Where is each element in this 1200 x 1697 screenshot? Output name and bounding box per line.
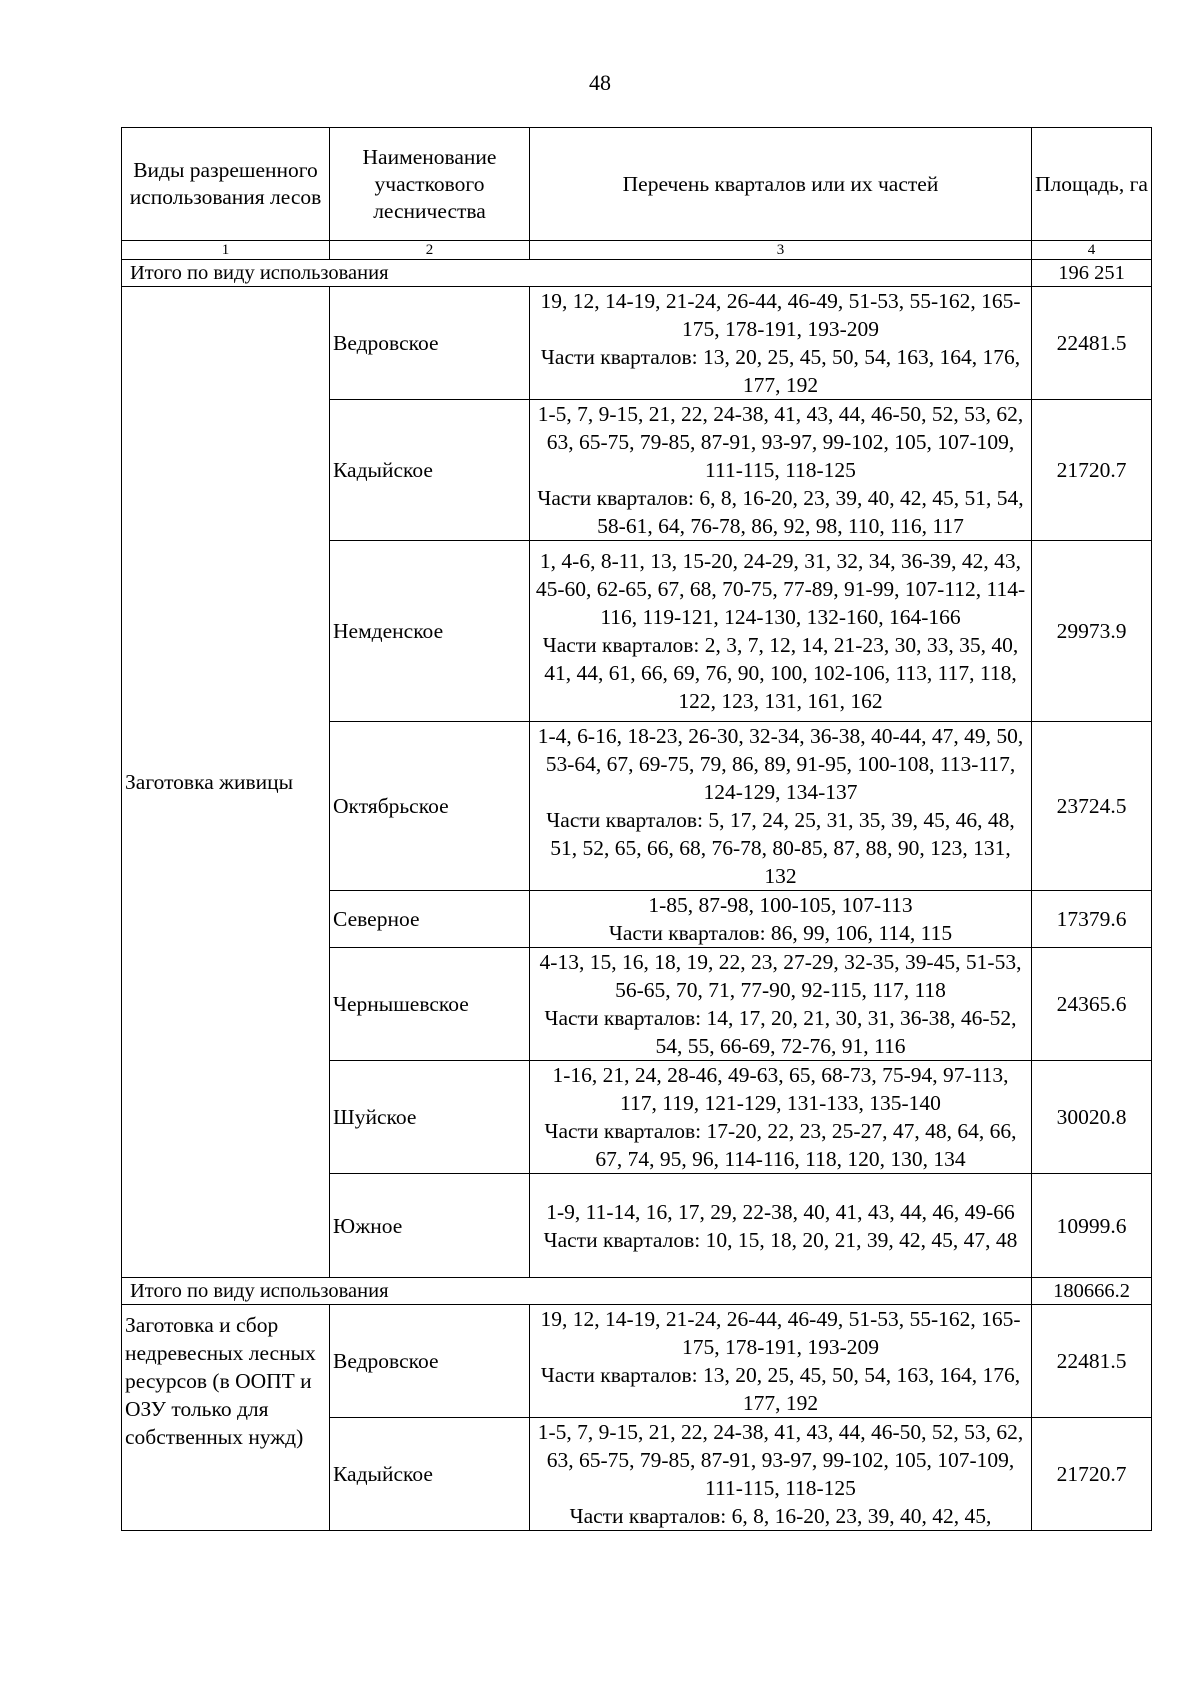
quarters-full: 4-13, 15, 16, 18, 19, 22, 23, 27-29, 32-35, 39-45, 51-53, 56-65, 70, 71, 77-90, 92-115, 117, 118 (539, 950, 1022, 1002)
quarters-parts: Части кварталов: 6, 8, 16-20, 23, 39, 40, 42, 45, 51, 54, 58-61, 64, 76-78, 86, 92, 98, 110, 116, 117 (537, 486, 1024, 538)
total-row (122, 260, 1152, 287)
quarters-parts: Части кварталов: 13, 20, 25, 45, 50, 54, 163, 164, 176, 177, 192 (540, 1363, 1021, 1415)
quarters-full: 1-85, 87-98, 100-105, 107-113 (648, 893, 913, 917)
quarters-parts: Части кварталов: 86, 99, 106, 114, 115 (608, 921, 953, 945)
forestry-name: Кадыйское (330, 1418, 530, 1531)
quarters-parts: Части кварталов: 2, 3, 7, 12, 14, 21-23, 30, 33, 35, 40, 41, 44, 61, 66, 69, 76, 90, 100, 102-106, 113, 117, 118, 122, 123, 131, 161, 162 (542, 633, 1019, 713)
quarters-parts: Части кварталов: 5, 17, 24, 25, 31, 35, 39, 45, 46, 48, 51, 52, 65, 66, 68, 76-78, 80-85, 87, 88, 90, 123, 131, 132 (546, 808, 1015, 888)
area-value: 22481.5 (1032, 287, 1152, 400)
column-number: 1 (122, 241, 330, 260)
use-type-cell: Заготовка живицы (122, 287, 330, 1278)
quarters-list (530, 400, 1032, 541)
quarters-list (530, 541, 1032, 722)
quarters-parts: Части кварталов: 10, 15, 18, 20, 21, 39, 42, 45, 47, 48 (543, 1227, 1018, 1252)
quarters-parts: Части кварталов: 13, 20, 25, 45, 50, 54, 163, 164, 176, 177, 192 (540, 345, 1021, 397)
quarters-full: 1-4, 6-16, 18-23, 26-30, 32-34, 36-38, 40-44, 47, 49, 50, 53-64, 67, 69-75, 79, 86, 89, 91-95, 100-108, 113-117, 124-129, 134-137 (537, 724, 1024, 804)
forestry-name: Немденское (330, 541, 530, 722)
forestry-name: Шуйское (330, 1061, 530, 1174)
quarters-list (530, 287, 1032, 400)
column-number: 4 (1032, 241, 1152, 260)
quarters-full: 19, 12, 14-19, 21-24, 26-44, 46-49, 51-53, 55-162, 165-175, 178-191, 193-209 (540, 289, 1021, 341)
column-number: 2 (330, 241, 530, 260)
area-value: 10999.6 (1032, 1174, 1152, 1278)
forestry-name: Ведровское (330, 1305, 530, 1418)
header-forestry: Наименование участкового лесничества (330, 128, 530, 241)
forestry-name: Ведровское (330, 287, 530, 400)
area-value: 21720.7 (1032, 1418, 1152, 1531)
quarters-full: 1-5, 7, 9-15, 21, 22, 24-38, 41, 43, 44, 46-50, 52, 53, 62, 63, 65-75, 79-85, 87-91, 93-97, 99-102, 105, 107-109, 111-115, 118-125 (537, 1420, 1024, 1500)
forestry-name: Чернышевское (330, 948, 530, 1061)
quarters-list (530, 1174, 1032, 1278)
quarters-list (530, 891, 1032, 948)
quarters-list (530, 948, 1032, 1061)
quarters-parts: Части кварталов: 14, 17, 20, 21, 30, 31, 36-38, 46-52, 54, 55, 66-69, 72-76, 91, 116 (544, 1006, 1017, 1058)
quarters-parts: Части кварталов: 17-20, 22, 23, 25-27, 47, 48, 64, 66, 67, 74, 95, 96, 114-116, 118, 120, 130, 134 (544, 1119, 1017, 1171)
forestry-name: Кадыйское (330, 400, 530, 541)
header-row (122, 128, 1152, 241)
area-value: 22481.5 (1032, 1305, 1152, 1418)
total-row (122, 1278, 1152, 1305)
area-value: 17379.6 (1032, 891, 1152, 948)
quarters-full: 1-16, 21, 24, 28-46, 49-63, 65, 68-73, 75-94, 97-113, 117, 119, 121-129, 131-133, 135-140 (552, 1063, 1009, 1115)
quarters-parts: Части кварталов: 6, 8, 16-20, 23, 39, 40, 42, 45, (569, 1504, 992, 1528)
quarters-list (530, 1061, 1032, 1174)
area-value: 30020.8 (1032, 1061, 1152, 1174)
quarters-list (530, 1418, 1032, 1531)
total-label: Итого по виду использования (122, 260, 1032, 287)
column-number: 3 (530, 241, 1032, 260)
area-value: 23724.5 (1032, 722, 1152, 891)
forestry-name: Южное (330, 1174, 530, 1278)
forestry-name: Октябрьское (330, 722, 530, 891)
header-quarters: Перечень кварталов или их частей (530, 128, 1032, 241)
table-row (122, 1305, 1152, 1418)
forest-use-table (121, 127, 1152, 1531)
total-area: 180666.2 (1032, 1278, 1152, 1305)
table-row (122, 287, 1152, 400)
quarters-list (530, 1305, 1032, 1418)
page-number: 48 (589, 70, 611, 95)
use-type-cell: Заготовка и сбор недревесных лесных ресурсов (в ООПТ и ОЗУ только для собственных нужд) (122, 1305, 330, 1531)
quarters-full: 1-9, 11-14, 16, 17, 29, 22-38, 40, 41, 43, 44, 46, 49-66 (546, 1199, 1015, 1224)
quarters-full: 1, 4-6, 8-11, 13, 15-20, 24-29, 31, 32, 34, 36-39, 42, 43, 45-60, 62-65, 67, 68, 70-75, 77-89, 91-99, 107-112, 114-116, 119-121, 124-130, 132-160, 164-166 (535, 549, 1026, 629)
column-numbers-row (122, 241, 1152, 260)
area-value: 24365.6 (1032, 948, 1152, 1061)
header-use-type: Виды разрешенного использования лесов (122, 128, 330, 241)
forestry-name: Северное (330, 891, 530, 948)
quarters-list (530, 722, 1032, 891)
header-area: Площадь, га (1032, 128, 1152, 241)
total-label: Итого по виду использования (122, 1278, 1032, 1305)
area-value: 29973.9 (1032, 541, 1152, 722)
quarters-full: 1-5, 7, 9-15, 21, 22, 24-38, 41, 43, 44, 46-50, 52, 53, 62, 63, 65-75, 79-85, 87-91, 93-97, 99-102, 105, 107-109, 111-115, 118-125 (537, 402, 1024, 482)
total-area: 196 251 (1032, 260, 1152, 287)
area-value: 21720.7 (1032, 400, 1152, 541)
quarters-full: 19, 12, 14-19, 21-24, 26-44, 46-49, 51-53, 55-162, 165-175, 178-191, 193-209 (540, 1307, 1021, 1359)
